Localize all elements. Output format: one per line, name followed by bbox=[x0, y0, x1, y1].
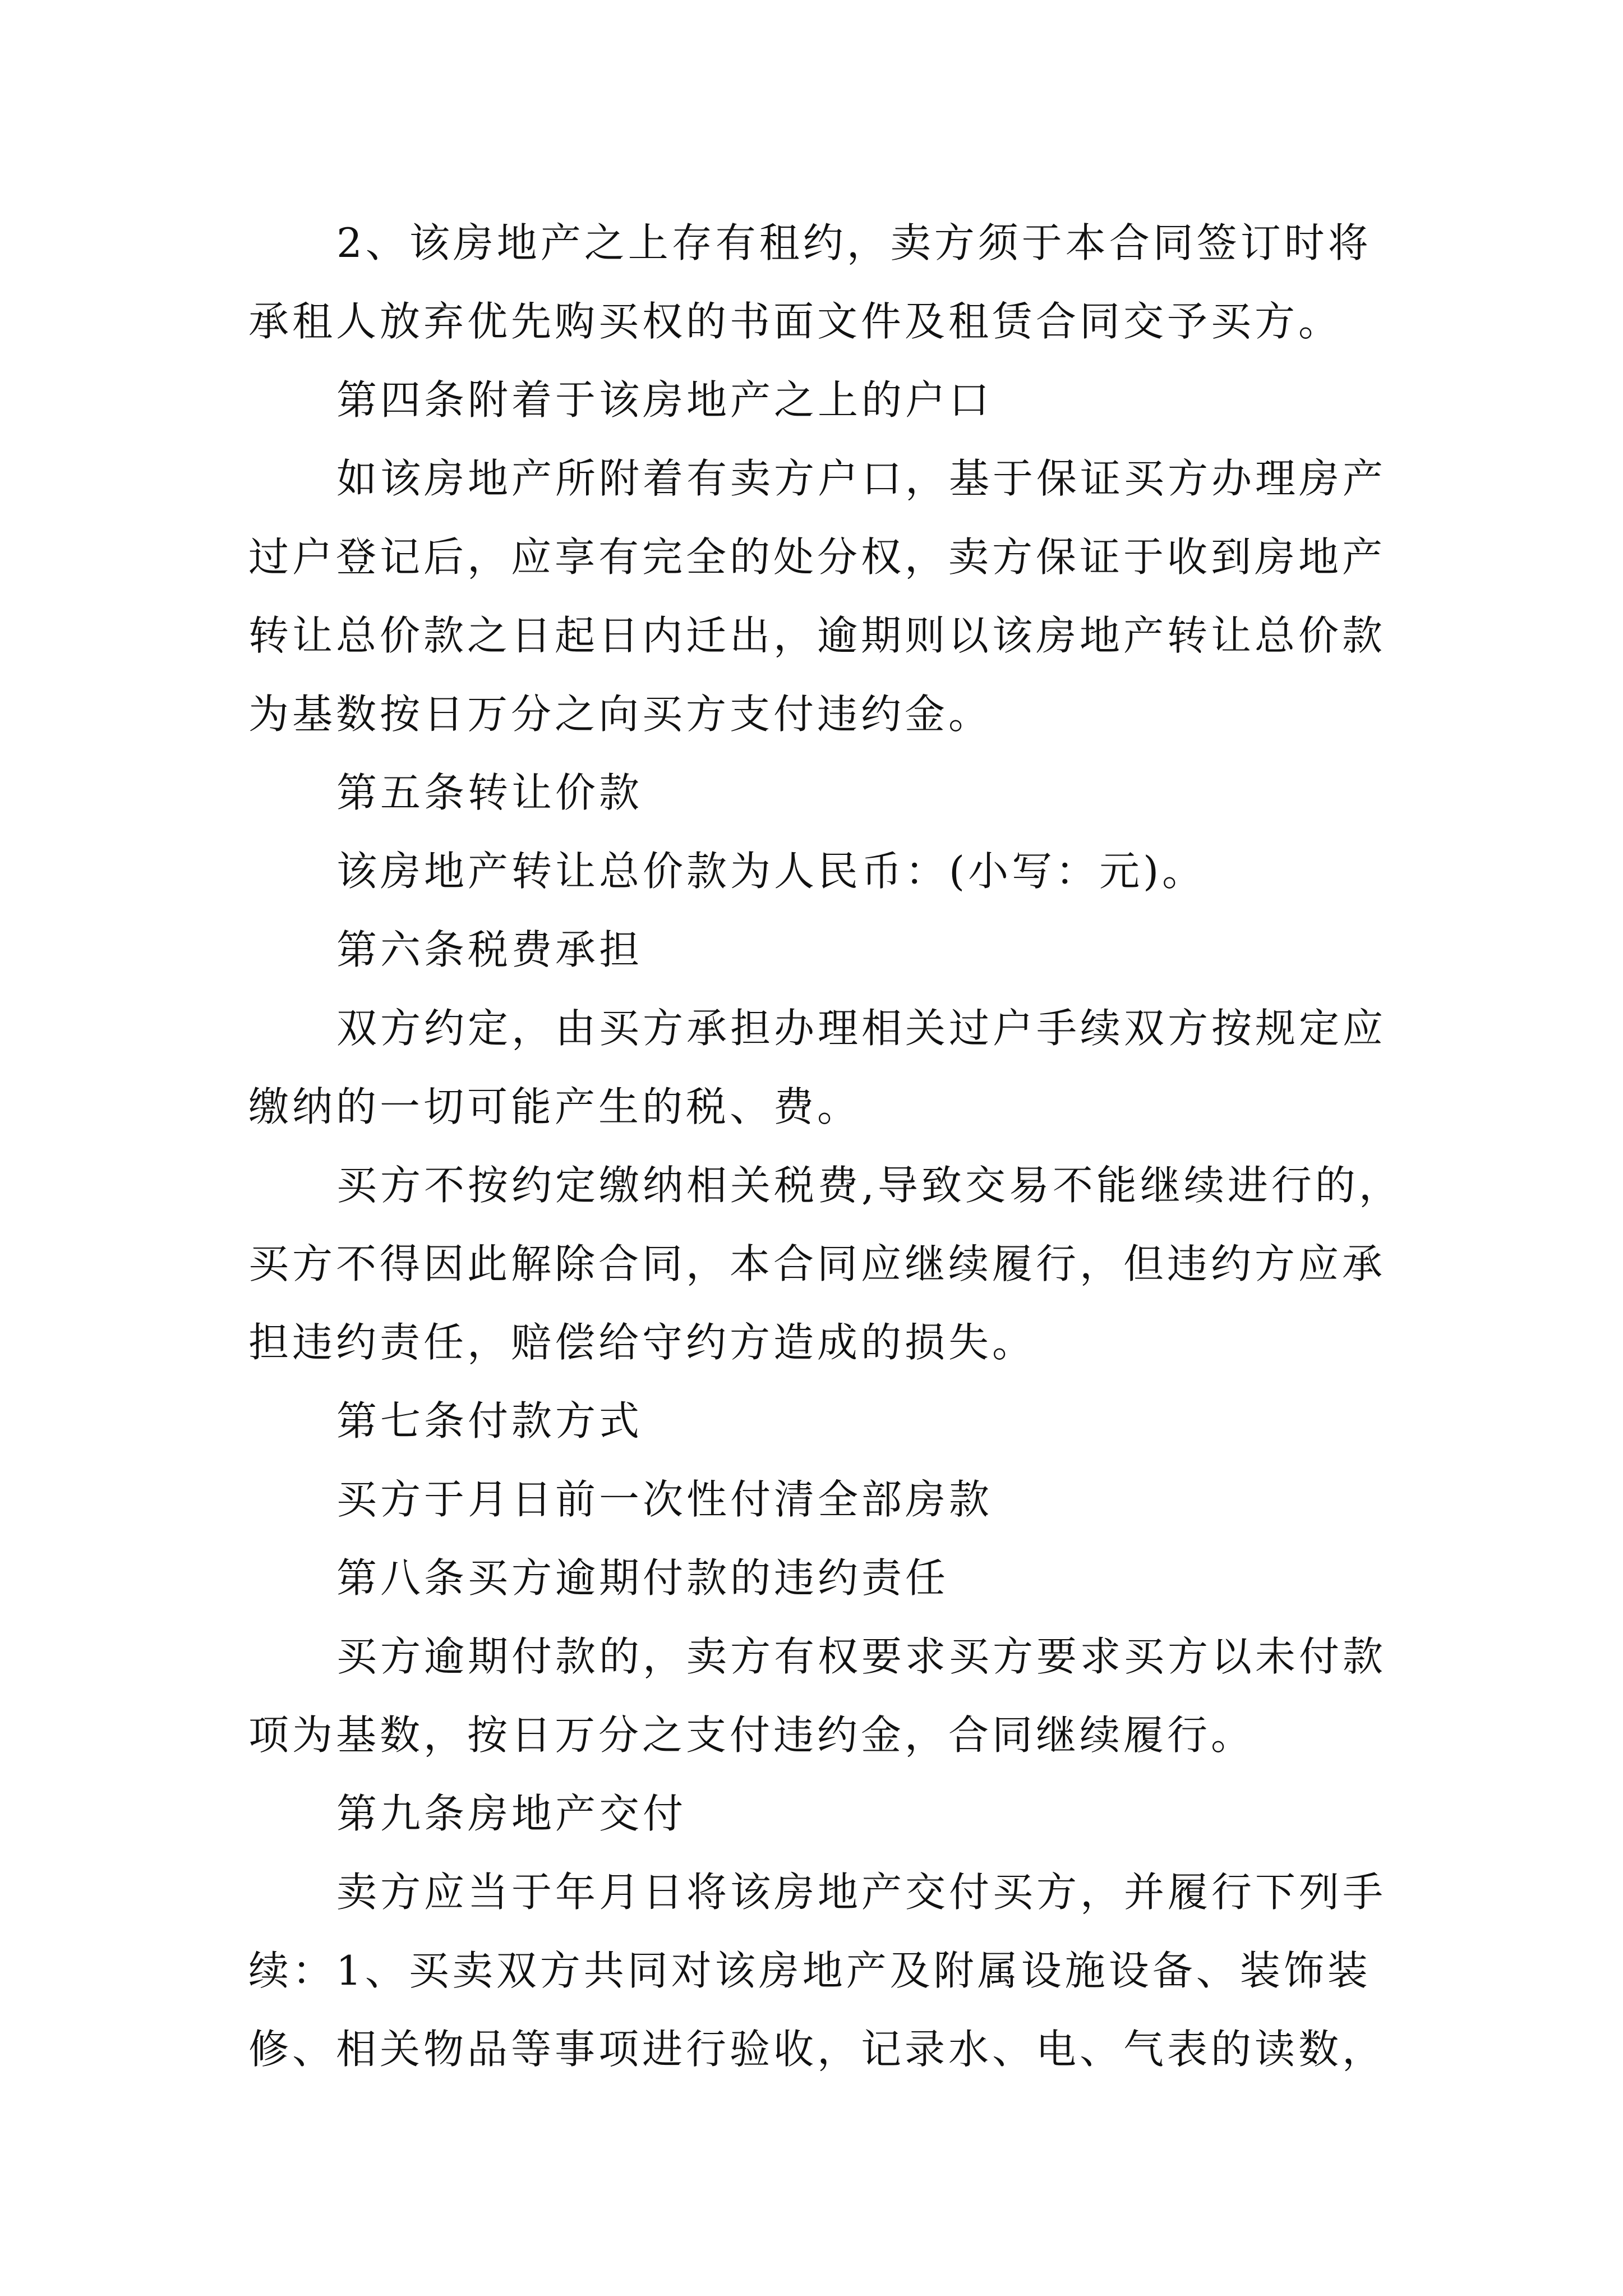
text-line: 担违约责任，赔偿给守约方造成的损失。 bbox=[248, 1319, 1036, 1366]
heading-line: 第九条房地产交付 bbox=[336, 1790, 687, 1837]
text-line: 为基数按日万分之向买方支付违约金。 bbox=[248, 691, 993, 738]
heading-line: 第六条税费承担 bbox=[336, 926, 643, 973]
text-line: 项为基数，按日万分之支付违约金，合同继续履行。 bbox=[248, 1711, 1255, 1759]
text-line: 2、该房地产之上存有租约，卖方须于本合同签订时将 bbox=[336, 219, 1372, 266]
heading-line: 第八条买方逾期付款的违约责任 bbox=[336, 1554, 949, 1602]
text-line: 续：1、买卖双方共同对该房地产及附属设施设备、装饰装 bbox=[248, 1947, 1371, 1994]
text-line: 承租人放弃优先购买权的书面文件及租赁合同交予买方。 bbox=[248, 298, 1343, 345]
text-line: 过户登记后，应享有完全的处分权，卖方保证于收到房地产 bbox=[248, 533, 1386, 581]
text-line: 修、相关物品等事项进行验收，记录水、电、气表的读数， bbox=[248, 2026, 1386, 2073]
text-line: 缴纳的一切可能产生的税、费。 bbox=[248, 1083, 861, 1130]
text-line: 买方于月日前一次性付清全部房款 bbox=[336, 1476, 993, 1523]
heading-line: 第五条转让价款 bbox=[336, 769, 643, 816]
text-line: 买方不按约定缴纳相关税费,导致交易不能继续进行的， bbox=[336, 1162, 1403, 1209]
heading-line: 第七条付款方式 bbox=[336, 1397, 643, 1444]
text-line: 转让总价款之日起日内迁出，逾期则以该房地产转让总价款 bbox=[248, 612, 1386, 659]
text-line: 卖方应当于年月日将该房地产交付买方，并履行下列手 bbox=[336, 1869, 1387, 1916]
text-line: 该房地产转让总价款为人民币：(小写：元)。 bbox=[336, 848, 1206, 895]
text-line: 买方不得因此解除合同，本合同应继续履行，但违约方应承 bbox=[248, 1240, 1386, 1287]
text-line: 买方逾期付款的，卖方有权要求买方要求买方以未付款 bbox=[336, 1633, 1387, 1680]
text-line: 如该房地产所附着有卖方户口，基于保证买方办理房产 bbox=[336, 455, 1387, 502]
text-line: 双方约定，由买方承担办理相关过户手续双方按规定应 bbox=[336, 1005, 1387, 1052]
heading-line: 第四条附着于该房地产之上的户口 bbox=[336, 376, 993, 424]
